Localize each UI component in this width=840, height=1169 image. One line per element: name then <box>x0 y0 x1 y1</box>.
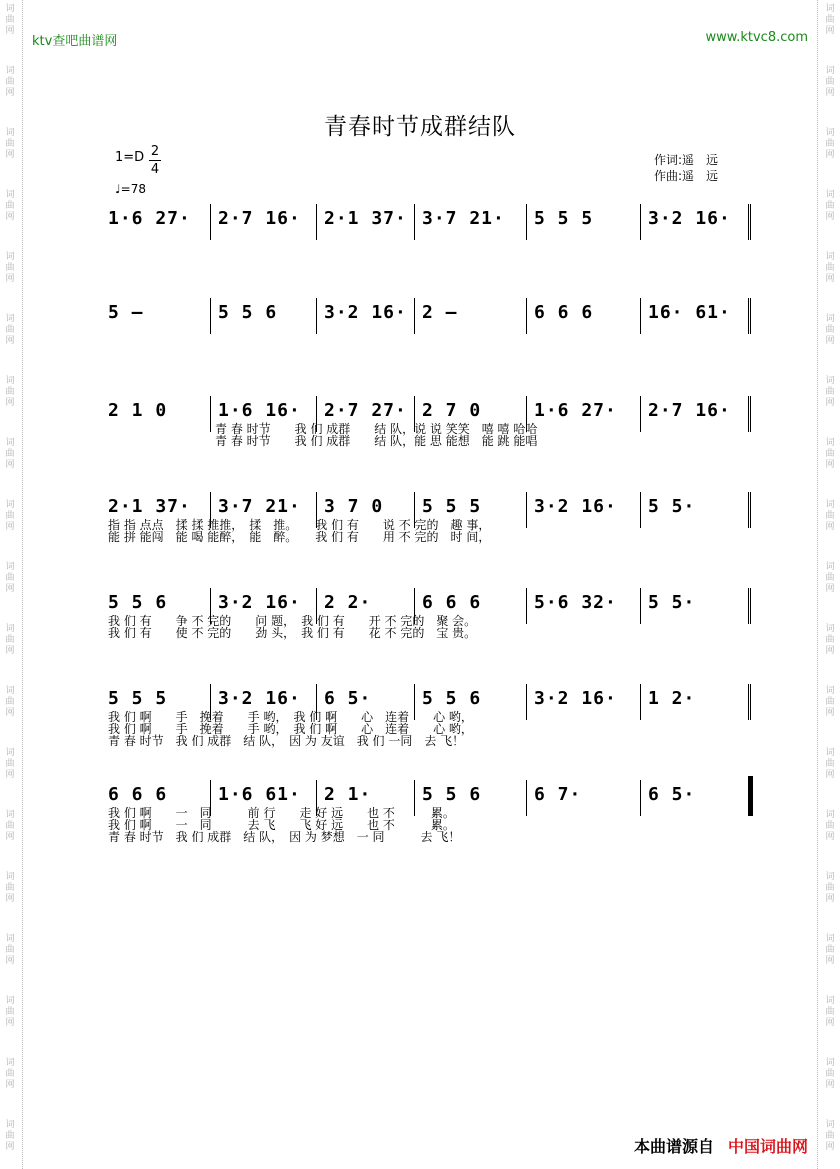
watermark-glyph: 词 曲 网 <box>825 314 835 346</box>
time-signature <box>149 144 161 177</box>
watermark-glyph: 词 曲 网 <box>825 66 835 98</box>
measure-notes: 1·6 16· <box>218 400 301 421</box>
watermark-glyph: 词 曲 网 <box>825 748 835 780</box>
measure-notes: 5·6 32· <box>534 592 617 613</box>
bar-line <box>210 396 211 432</box>
watermark-glyph: 词 曲 网 <box>5 810 15 842</box>
watermark-glyph: 词 曲 网 <box>825 934 835 966</box>
measure-notes: 2 7 0 <box>422 400 482 421</box>
watermark-glyph: 词 曲 网 <box>5 624 15 656</box>
bar-line <box>640 780 641 816</box>
staff-row <box>108 298 754 338</box>
bar-line <box>526 492 527 528</box>
lyric-line: 我 们 啊 一 同 去 飞 飞 好 远 也 不 累。 <box>108 818 455 832</box>
watermark-glyph: 词 曲 网 <box>825 128 835 160</box>
measure-notes: 5 5 6 <box>108 592 168 613</box>
time-numerator: 2 <box>150 144 160 159</box>
footer-label: 本曲谱源自 <box>633 1137 714 1156</box>
measure-notes: 5 5 6 <box>218 302 278 323</box>
bar-line <box>526 298 527 334</box>
watermark-glyph: 词 曲 网 <box>5 4 15 36</box>
measure-notes: 5 5 6 <box>422 784 482 805</box>
right-watermark-strip <box>817 0 840 1169</box>
measure-notes: 3 7 0 <box>324 496 384 517</box>
watermark-glyph: 词 曲 网 <box>5 686 15 718</box>
watermark-glyph: 词 曲 网 <box>5 1058 15 1090</box>
bar-line <box>414 204 415 240</box>
measure-notes: 3·2 16· <box>218 688 301 709</box>
watermark-glyph: 词 曲 网 <box>5 934 15 966</box>
bar-line <box>750 204 751 240</box>
lyricist: 作词:遥 远 <box>654 153 719 167</box>
lyric-line: 我 们 啊 手 挽着 手 哟， 我 们 啊 心 连着 心 哟， <box>108 722 473 736</box>
watermark-glyph: 词 曲 网 <box>825 190 835 222</box>
watermark-glyph: 词 曲 网 <box>5 128 15 160</box>
measure-notes: 3·2 16· <box>324 302 407 323</box>
bar-line <box>526 588 527 624</box>
watermark-glyph: 词 曲 网 <box>5 1120 15 1152</box>
footer <box>634 1134 808 1157</box>
watermark-glyph: 词 曲 网 <box>5 872 15 904</box>
measure-notes: 5 5 5 <box>422 496 482 517</box>
watermark-glyph: 词 曲 网 <box>825 1120 835 1152</box>
measure-notes: 2 — <box>422 302 458 323</box>
lyric-line: 青 春 时节 我 们 成群 结 队， 因 为 友谊 我 们 一同 去 飞！ <box>108 734 465 748</box>
time-denominator: 4 <box>150 162 160 177</box>
measure-notes: 16· 61· <box>648 302 731 323</box>
measure-notes: 6 6 6 <box>534 302 594 323</box>
watermark-glyph: 词 曲 网 <box>5 376 15 408</box>
measure-notes: 5 5 5 <box>534 208 594 229</box>
measure-notes: 6 5· <box>324 688 372 709</box>
watermark-glyph: 词 曲 网 <box>825 438 835 470</box>
credits <box>654 152 718 184</box>
bar-line <box>316 298 317 334</box>
measure-notes: 5 — <box>108 302 144 323</box>
measure-notes: 1·6 27· <box>534 400 617 421</box>
bar-line <box>414 298 415 334</box>
bar-line <box>526 684 527 720</box>
bar-line <box>640 684 641 720</box>
measure-notes: 6 7· <box>534 784 582 805</box>
measure-notes: 1 2· <box>648 688 696 709</box>
bar-line <box>210 204 211 240</box>
bar-line <box>750 684 751 720</box>
bar-line <box>750 776 753 816</box>
left-watermark-strip <box>0 0 23 1169</box>
measure-notes: 2·1 37· <box>108 496 191 517</box>
lyric-line: 能 拼 能闯 能 喝 能醉， 能 醉。 我 们 有 用 不 完的 时 间， <box>108 530 491 544</box>
measure-notes: 3·2 16· <box>218 592 301 613</box>
watermark-glyph: 词 曲 网 <box>5 190 15 222</box>
bar-line <box>640 396 641 432</box>
watermark-glyph: 词 曲 网 <box>825 252 835 284</box>
measure-notes: 2 1· <box>324 784 372 805</box>
staff-row <box>108 204 754 244</box>
lyric-line: 我 们 有 争 不 完的 问 题， 我 们 有 开 不 完的 聚 会。 <box>108 614 477 628</box>
watermark-glyph: 词 曲 网 <box>825 1058 835 1090</box>
measure-notes: 6 6 6 <box>108 784 168 805</box>
bar-line <box>750 396 751 432</box>
bar-line <box>640 204 641 240</box>
lyric-line: 我 们 啊 一 同 前 行 走 好 远 也 不 累。 <box>108 806 455 820</box>
site-name[interactable]: ktv查吧曲谱网 <box>32 34 118 49</box>
bar-line <box>316 204 317 240</box>
measure-notes: 3·7 21· <box>218 496 301 517</box>
watermark-glyph: 词 曲 网 <box>5 314 15 346</box>
measure-notes: 5 5· <box>648 592 696 613</box>
tempo-marking: ♩=78 <box>115 182 146 196</box>
measure-notes: 3·2 16· <box>534 496 617 517</box>
measure-notes: 6 6 6 <box>422 592 482 613</box>
key-signature <box>115 144 160 177</box>
measure-notes: 2·1 37· <box>324 208 407 229</box>
watermark-glyph: 词 曲 网 <box>825 996 835 1028</box>
lyric-line: 我 们 有 使 不 完的 劲 头， 我 们 有 花 不 完的 宝 贵。 <box>108 626 477 640</box>
lyric-line: 我 们 啊 手 挽着 手 哟， 我 们 啊 心 连着 心 哟， <box>108 710 473 724</box>
watermark-glyph: 词 曲 网 <box>825 686 835 718</box>
watermark-glyph: 词 曲 网 <box>825 624 835 656</box>
lyric-line: 青 春 时节 我 们 成群 结 队，说 说 笑笑 嘻 嘻 哈哈 <box>215 422 538 436</box>
bar-line <box>640 588 641 624</box>
measure-notes: 5 5· <box>648 496 696 517</box>
footer-brand[interactable]: 中国词曲网 <box>727 1137 808 1156</box>
bar-line <box>526 204 527 240</box>
site-url[interactable]: www.ktvc8.com <box>705 30 808 45</box>
watermark-glyph: 词 曲 网 <box>5 562 15 594</box>
key-label: 1=D <box>115 150 145 165</box>
bar-line <box>750 588 751 624</box>
watermark-glyph: 词 曲 网 <box>5 66 15 98</box>
bar-line <box>526 780 527 816</box>
lyric-line: 青 春 时节 我 们 成群 结 队，能 思 能想 能 跳 能唱 <box>215 434 538 448</box>
measure-notes: 5 5 5 <box>108 688 168 709</box>
watermark-glyph: 词 曲 网 <box>825 500 835 532</box>
watermark-glyph: 词 曲 网 <box>5 252 15 284</box>
measure-notes: 1·6 61· <box>218 784 301 805</box>
measure-notes: 2·7 16· <box>218 208 301 229</box>
bar-line <box>750 492 751 528</box>
watermark-glyph: 词 曲 网 <box>5 438 15 470</box>
measure-notes: 2 1 0 <box>108 400 168 421</box>
watermark-glyph: 词 曲 网 <box>825 562 835 594</box>
measure-notes: 3·7 21· <box>422 208 505 229</box>
measure-notes: 3·2 16· <box>534 688 617 709</box>
song-title: 青春时节成群结队 <box>324 114 516 140</box>
measure-notes: 2 2· <box>324 592 372 613</box>
measure-notes: 6 5· <box>648 784 696 805</box>
lyric-line: 指 指 点点 揉 揉 推推， 揉 推。 我 们 有 说 不 完的 趣 事， <box>108 518 491 532</box>
bar-line <box>210 298 211 334</box>
composer: 作曲:遥 远 <box>654 169 719 183</box>
watermark-glyph: 词 曲 网 <box>5 500 15 532</box>
watermark-glyph: 词 曲 网 <box>825 4 835 36</box>
bar-line <box>640 298 641 334</box>
watermark-glyph: 词 曲 网 <box>825 872 835 904</box>
watermark-glyph: 词 曲 网 <box>825 376 835 408</box>
bar-line <box>750 298 751 334</box>
watermark-glyph: 词 曲 网 <box>825 810 835 842</box>
watermark-glyph: 词 曲 网 <box>5 996 15 1028</box>
bar-line <box>640 492 641 528</box>
measure-notes: 3·2 16· <box>648 208 731 229</box>
measure-notes: 1·6 27· <box>108 208 191 229</box>
measure-notes: 5 5 6 <box>422 688 482 709</box>
watermark-glyph: 词 曲 网 <box>5 748 15 780</box>
measure-notes: 2·7 16· <box>648 400 731 421</box>
measure-notes: 2·7 27· <box>324 400 407 421</box>
lyric-line: 青 春 时节 我 们 成群 结 队， 因 为 梦想 一 同 去 飞！ <box>108 830 461 844</box>
